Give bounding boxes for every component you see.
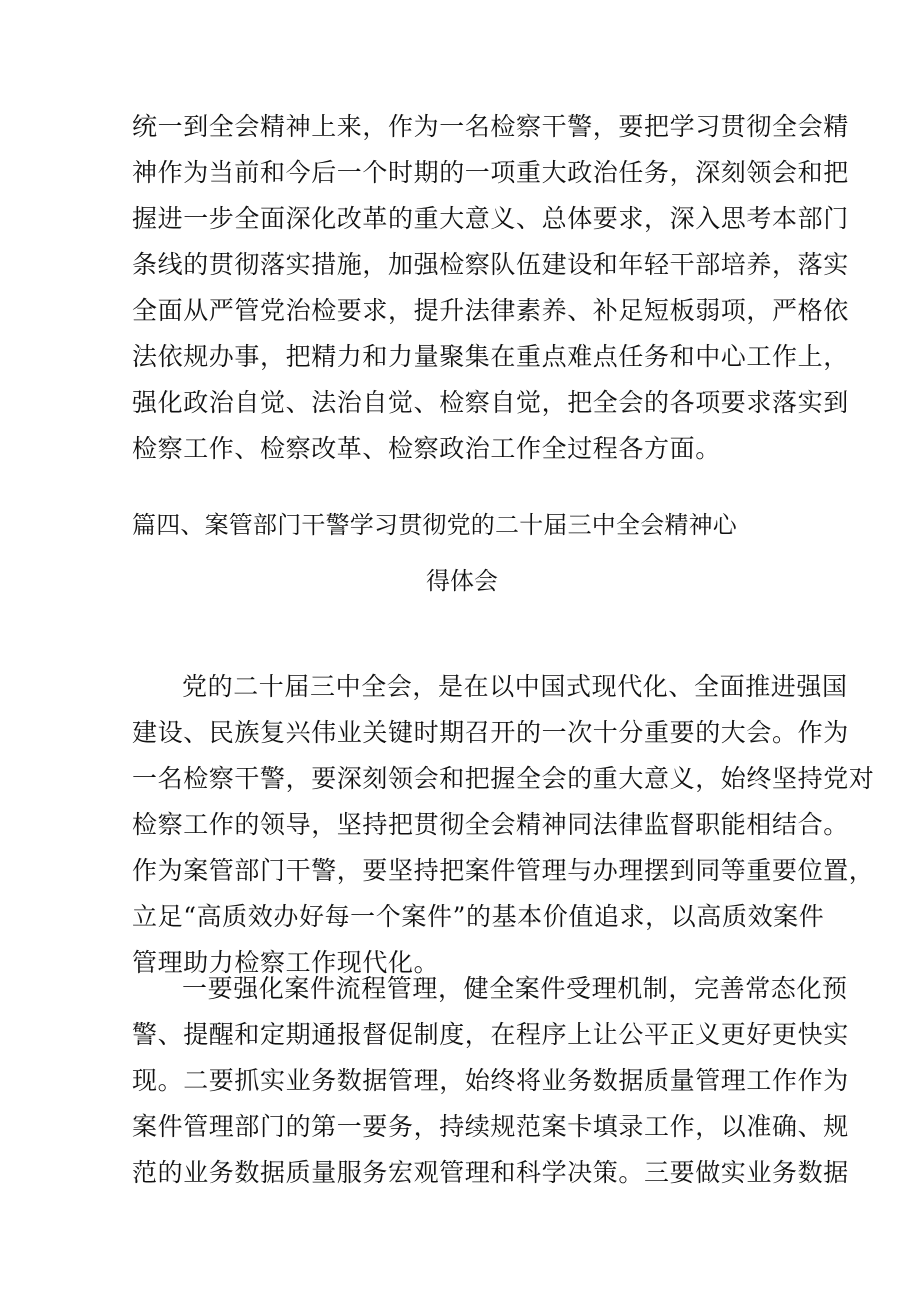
text-line: 全面从严管党治检要求，提升法律素养、补足短板弱项，严格依 [132, 296, 849, 325]
text-line: 统一到全会精神上来，作为一名检察干警，要把学习贯彻全会精 [132, 112, 849, 141]
text-line: 神作为当前和今后一个时期的一项重大政治任务，深刻领会和把 [132, 158, 849, 187]
text-line: 作为案管部门干警，要坚持把案件管理与办理摆到同等重要位置， [132, 856, 875, 885]
text-line: 检察工作、检察改革、检察政治工作全过程各方面。 [132, 434, 721, 463]
section-heading-line-2: 得体会 [426, 567, 498, 595]
text-line: 党的二十届三中全会，是在以中国式现代化、全面推进强国 [182, 672, 848, 701]
measures-paragraph [132, 970, 849, 1200]
section-heading [132, 505, 792, 601]
text-line: 立足“高质效办好每一个案件”的基本价值追求，以高质效案件 [132, 902, 825, 931]
text-line: 一要强化案件流程管理，健全案件受理机制，完善常态化预 [182, 974, 848, 1003]
text-line: 强化政治自觉、法治自觉、检察自觉，把全会的各项要求落实到 [132, 388, 849, 417]
text-line: 建设、民族复兴伟业关键时期召开的一次十分重要的大会。作为 [132, 718, 849, 747]
text-line: 管理助力检察工作现代化。 [132, 948, 440, 977]
section-heading-line-1: 篇四、案管部门干警学习贯彻党的二十届三中全会精神心 [132, 511, 737, 539]
text-line: 条线的贯彻落实措施，加强检察队伍建设和年轻干部培养，落实 [132, 250, 849, 279]
text-line: 案件管理部门的第一要务，持续规范案卡填录工作，以准确、规 [132, 1112, 849, 1141]
text-line: 握进一步全面深化改革的重大意义、总体要求，深入思考本部门 [132, 204, 849, 233]
intro-paragraph [132, 668, 875, 990]
text-line: 警、提醒和定期通报督促制度，在程序上让公平正义更好更快实 [132, 1020, 849, 1049]
text-line: 现。二要抓实业务数据管理，始终将业务数据质量管理工作作为 [132, 1066, 849, 1095]
text-line: 范的业务数据质量服务宏观管理和科学决策。三要做实业务数据 [132, 1158, 849, 1187]
text-line: 法依规办事，把精力和力量聚集在重点难点任务和中心工作上， [132, 342, 849, 371]
text-line: 检察工作的领导，坚持把贯彻全会精神同法律监督职能相结合。 [132, 810, 849, 839]
previous-section-closing-paragraph [132, 108, 849, 476]
text-line: 一名检察干警，要深刻领会和把握全会的重大意义，始终坚持党对 [132, 764, 875, 793]
